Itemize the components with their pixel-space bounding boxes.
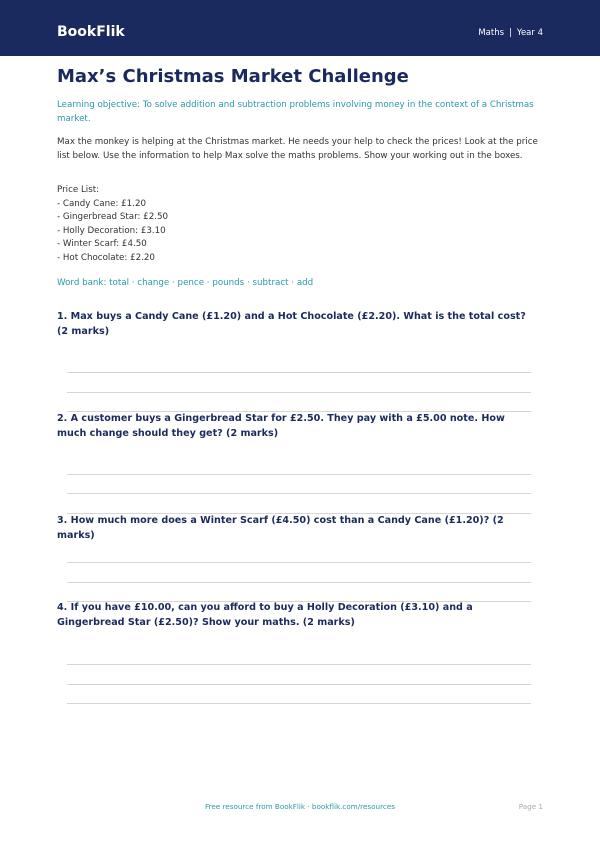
answer-line[interactable] <box>67 392 531 393</box>
page-number: Page 1 <box>518 802 543 811</box>
answer-line[interactable] <box>67 372 531 373</box>
price-item: - Candy Cane: £1.20 <box>57 198 147 209</box>
separator: | <box>509 28 512 38</box>
answer-line[interactable] <box>67 493 531 494</box>
answer-line[interactable] <box>67 703 531 704</box>
question-3: 3. How much more does a Winter Scarf (£4.50) cost than a Candy Cane (£1.20)? (2 marks) <box>57 515 504 541</box>
year-level: Year 4 <box>516 28 543 38</box>
question-1: 1. Max buys a Candy Cane (£1.20) and a Hot Chocolate (£2.20). What is the total cost? (2 marks) <box>57 311 526 337</box>
subject-label <box>478 26 543 40</box>
header-bar <box>0 0 600 56</box>
answer-line[interactable] <box>67 664 531 665</box>
word-bank: Word bank: total · change · pence · pounds · subtract · add <box>57 278 314 288</box>
price-list-heading: Price List: <box>57 185 100 195</box>
price-item: - Holly Decoration: £3.10 <box>57 225 166 236</box>
price-item: - Winter Scarf: £4.50 <box>57 239 147 250</box>
answer-line[interactable] <box>67 474 531 475</box>
subject-name: Maths <box>478 28 505 38</box>
learning-objective: Learning objective: To solve addition and subtraction problems involving money in the context of a Christmas market. <box>57 100 534 124</box>
brand-logo[interactable]: BookFlik <box>57 24 125 40</box>
price-item: - Gingerbread Star: £2.50 <box>57 212 169 223</box>
question-2: 2. A customer buys a Gingerbread Star for £2.50. They pay with a £5.00 note. How much change should they get? (2 marks) <box>57 413 505 439</box>
footer-link[interactable]: Free resource from BookFlik · bookflik.com/resources <box>204 802 396 811</box>
question-4: 4. If you have £10.00, can you afford to buy a Holly Decoration (£3.10) and a Gingerbread Star (£2.50)? Show your maths. (2 marks) <box>57 602 473 628</box>
intro-text: Max the monkey is helping at the Christmas market. He needs your help to check the prices! Look at the price list below. Use the information to help Max solve the maths problems. Show your working out in the boxes. <box>57 137 538 161</box>
answer-line[interactable] <box>67 562 531 563</box>
price-list <box>57 184 168 266</box>
answer-line[interactable] <box>67 582 531 583</box>
answer-line[interactable] <box>67 684 531 685</box>
price-item: - Hot Chocolate: £2.20 <box>57 252 155 263</box>
worksheet-title: Max’s Christmas Market Challenge <box>57 66 409 87</box>
